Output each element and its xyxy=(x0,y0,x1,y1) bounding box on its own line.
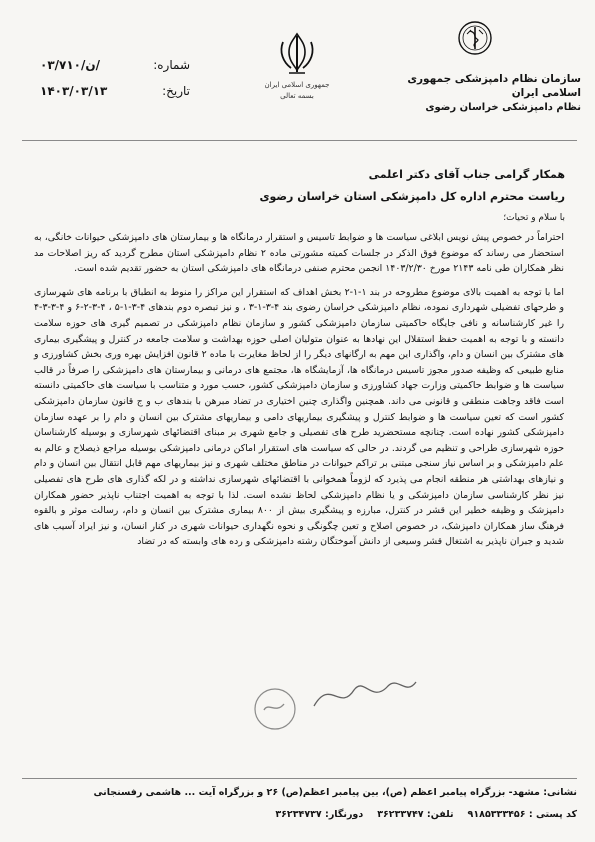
org-block xyxy=(371,30,581,116)
org-name: سازمان نظام دامپزشکی جمهوری اسلامی ایران xyxy=(407,73,581,99)
footer-phone: تلفن: ۳۶۲۳۳۷۴۷ xyxy=(377,809,454,820)
number-value: ۰۳/۷۱۰/ن/ xyxy=(40,58,101,72)
footer-address: نشانی: مشهد- بزرگراه پیامبر اعظم (ص)، بین پیامبر اعظم(ص) ۲۶ و بزرگراه آیت ... هاشمی رفسنجانی xyxy=(93,787,577,798)
org-subtitle: نظام دامپزشکی خراسان رضوی xyxy=(425,102,581,113)
body-paragraph-1: احتراماً در خصوص پیش نویس ابلاغی سیاست ها و ضوابط تاسیس و استقرار درمانگاه ها و بیمارستان های دامپزشکی حیوانات خانگی، به استحضار می رساند که موضوع فوق الذکر در جلسات کمیته مشورتی ماده ۲ نظام دامپزشکی استان مطرح گردید که ریز اصلاحات مد نظر همکاران طی نامه ۲۱۴۳ مورخ ۱۴۰۳/۲/۳۰ انجمن محترم صنفی درمانگاه های دامپزشکی استان به حضور تقدیم شده است. xyxy=(34,232,564,275)
vet-organization-logo-icon xyxy=(457,20,493,56)
footer-postal-code: کد پستی : ۹۱۸۵۳۳۳۴۵۶ xyxy=(467,809,577,820)
footer-contacts xyxy=(22,804,577,826)
emblem-caption-line-2: بسمه تعالی xyxy=(280,92,314,100)
signature-scribble-icon xyxy=(310,668,420,718)
footer-fax: دورنگار: ۳۶۲۳۴۷۳۷ xyxy=(275,809,364,820)
header-divider xyxy=(22,140,577,141)
letter-number-row xyxy=(40,52,190,78)
salutation xyxy=(165,164,565,228)
emblem-caption-line-1: جمهوری اسلامی ایران xyxy=(264,81,330,89)
date-label: تاریخ: xyxy=(162,84,190,98)
letterhead xyxy=(0,0,595,140)
emblem-caption xyxy=(245,80,349,102)
footer xyxy=(22,782,577,826)
letter-date-row xyxy=(40,78,190,104)
iran-emblem-icon xyxy=(275,30,319,78)
greeting: با سلام و تحیات؛ xyxy=(503,213,565,223)
date-value: ۱۴۰۳/۰۳/۱۳ xyxy=(40,84,108,98)
body-paragraph-2: اما با توجه به اهمیت بالای موضوع مطروحه در بند ۱-۱-۲ بخش اهداف که استقرار این مراکز را منوط به انطباق با برنامه های شهرسازی و طرحهای تفضیلی شهرداری نموده، نظام دامپزشکی خراسان رضوی بند ۴-۳-۱-۳ ، و نیز تبصره دوم بندهای ۴-۳-۱-۵ ، ۴-۳-۲-۶ و ۴-۳-۳-۴ را غیر کارشناسانه و نافی جایگاه حاکمیتی سازمان دامپزشکی کشور و سازمان نظام دامپزشکی در تصمیم گیری های حوزه سلامت دانسته و با توجه به اهمیت حفظ استقلال این نهادها به عنوان متولیان اصلی حوزه بهداشت و سلامت جامعه در کنترل و پیشگیری بیماری های مشترک بین انسان و دام، واگذاری این مهم به ارگانهای دیگر را از لحاظ مغایرت با ماده ۲ قانون افزایش بهره وری بخش کشاورزی و منابع طبیعی که وظیفه صدور مجوز تاسیس درمانگاه ها، آزمایشگاه ها، مجتمع های درمانی و بیمارستان های دامپزشکی را صرفاً در قالب سیاست ها و ضوابط حاکمیتی وزارت جهاد کشاورزی و سازمان دامپزشکی کشور، حسب مورد و متناسب با سیاست های حاکمیتی دانسته است فاقد وجاهت منطقی و قانونی می داند. همچنین واگذاری چنین اختیاری در تضاد مبرهن با بندهای ب و ج قانون سازمان دامپزشکی کشور است که تعین سیاست ها و ضوابط کنترل و پیشگیری بیماریهای دامی و بیماریهای مشترک بین انسان و دام را بر عهده سازمان دامپزشکی کشور نهاده است. چنانچه مستحضرید طرح های تفصیلی و جامع شهری بر مبنای اقتضائهای شهرسازی و بوسیله کارشناسان حوزه شهرسازی طراحی و تنظیم می گردند. در حالی که سیاست های استقرار اماکن درمانی دامپزشکی بوسیله مراجع ذیصلاح و عالم به علم دامپزشکی و بر اساس نیاز سنجی مبتنی بر تراکم حیوانات در مناطق مختلف شهری و نیز بیماریهای مهم قابل انتقال بین انسان و دام و نیازهای بهداشتی هر منطقه انجام می پذیرد که لزوماً همخوانی با اقتضائهای شهرسازی نداشته و در لکه گذاری های طرح های تفصیلی نیز نظر کارشناسی سازمان دامپزشکی و یا نظام دامپزشکی لحاظ نشده است. لذا با توجه به اهمیت اجتناب ناپذیر حضور همکاران دامپزشک و وظیفه خطیر این قشر در کنترل، مبارزه و پیشگیری بیش از ۸۰۰ بیماری مشترک بین انسان و دام، رسالت موثر و بالقوه فرهنگ ساز همکاران دامپزشک، در خصوص اصلاح و تعین چگونگی و نحوه نگهداری حیوانات شهری در کنار انسان، و نیز ایراد آسیب های شدید و جبران ناپذیر به اشتغال قشر وسیعی از دانش آموختگان رشته دامپزشکی و رده های وابسته که در تضاد xyxy=(34,286,565,548)
letter-meta xyxy=(40,52,190,104)
footer-divider xyxy=(22,778,577,779)
stamp-icon xyxy=(250,684,300,734)
number-label: شماره: xyxy=(153,58,190,72)
letter-body xyxy=(34,230,564,558)
recipient-line-1: همکار گرامی جناب آقای دکتر اعلمی xyxy=(368,168,565,181)
recipient-line-2: ریاست محترم اداره کل دامپزشکی استان خراسان رضوی xyxy=(259,190,565,203)
